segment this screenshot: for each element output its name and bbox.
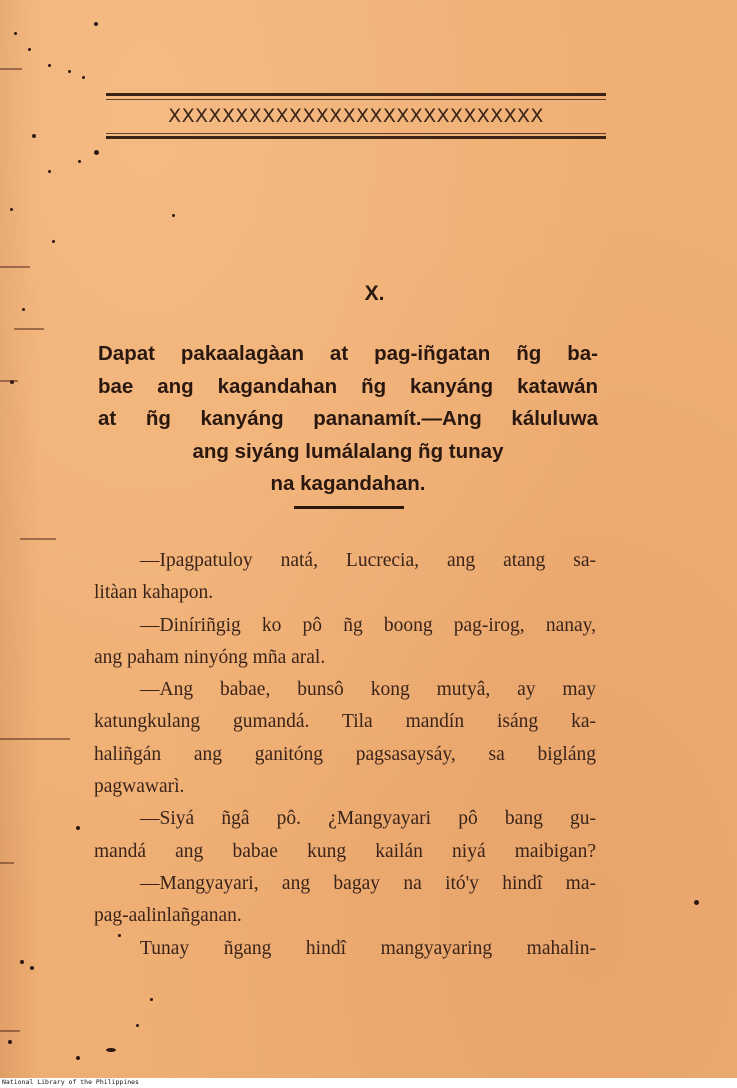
speck (52, 240, 55, 243)
footer-strip (0, 1078, 737, 1088)
speck (48, 64, 51, 67)
body-line: haliñgán ang ganitóng pagsasaysáy, sa bigláng (94, 743, 596, 765)
edge-mark (0, 1030, 20, 1032)
speck (694, 900, 699, 905)
body-line: —Siyá ñgâ pô. ¿Mangyayari pô bang gu- (140, 808, 596, 830)
speck (82, 76, 85, 79)
body-line: mandá ang babae kung kailán niyá maibigan? (94, 840, 596, 862)
speck (48, 170, 51, 173)
speck (30, 966, 34, 970)
ornament-rule-top-thin (106, 99, 606, 100)
heading-line: Dapat pakaalagàan at pag-iñgatan ñg ba- (98, 342, 598, 365)
chapter-number (0, 282, 737, 306)
speck (32, 134, 36, 138)
speck (10, 208, 13, 211)
ornament-rule-top (106, 93, 606, 96)
speck (136, 1024, 139, 1027)
speck (94, 150, 99, 155)
body-line: —Diníriñgig ko pô ñg boong pag-irog, nanay, (140, 614, 596, 636)
body-line: —Ang babae, bunsô kong mutyâ, ay may (140, 679, 596, 701)
speck (94, 22, 98, 26)
speck (76, 826, 80, 830)
edge-mark (0, 738, 70, 740)
ornament-band (106, 93, 606, 141)
edge-mark (0, 266, 30, 268)
edge-mark (0, 380, 18, 382)
speck (150, 998, 153, 1001)
body-line: Tunay ñgang hindî mangyayaring mahalin- (140, 937, 596, 959)
body-line: litàan kahapon. (94, 582, 214, 604)
body-text (94, 545, 596, 965)
speck (78, 160, 81, 163)
speck (28, 48, 31, 51)
body-line: —Ipagpatuloy natá, Lucrecia, ang atang sa- (140, 550, 596, 571)
speck (172, 214, 175, 217)
heading-line: at ñg kanyáng pananamít.—Ang káluluwa (98, 407, 598, 430)
ornament-rule-bottom (106, 136, 606, 139)
heading-underline-rule (294, 506, 404, 509)
speck (22, 308, 25, 311)
speck (68, 70, 71, 73)
ornament-x-pattern: XXXXXXXXXXXXXXXXXXXXXXXXXXXX (168, 105, 544, 127)
body-line: —Mangyayari, ang bagay na itó'y hindî ma- (140, 872, 596, 894)
heading-line: na kagandahan. (270, 472, 426, 495)
ornament-rule-bottom-thin (106, 133, 606, 134)
edge-mark (20, 538, 56, 540)
speck (20, 960, 24, 964)
body-line: pag-aalinlañganan. (94, 905, 242, 927)
footer-library-credit: National Library of the Philippines (2, 1078, 139, 1086)
edge-mark (0, 68, 22, 70)
edge-mark (0, 862, 14, 864)
speck (106, 1048, 116, 1052)
body-line: ang paham ninyóng mña aral. (94, 646, 326, 668)
body-line: katungkulang gumandá. Tila mandín isáng ka- (94, 711, 596, 733)
heading-line: bae ang kagandahan ñg kanyáng katawán (98, 374, 598, 398)
speck (76, 1056, 80, 1060)
heading-line: ang siyáng lumálalang ñg tunay (192, 439, 504, 463)
edge-mark (14, 328, 44, 330)
chapter-heading (98, 338, 598, 501)
body-line: pagwawarì. (94, 776, 185, 798)
speck (118, 934, 121, 937)
speck (8, 1040, 12, 1044)
speck (14, 32, 17, 35)
chapter-number-text: X. (364, 282, 385, 305)
